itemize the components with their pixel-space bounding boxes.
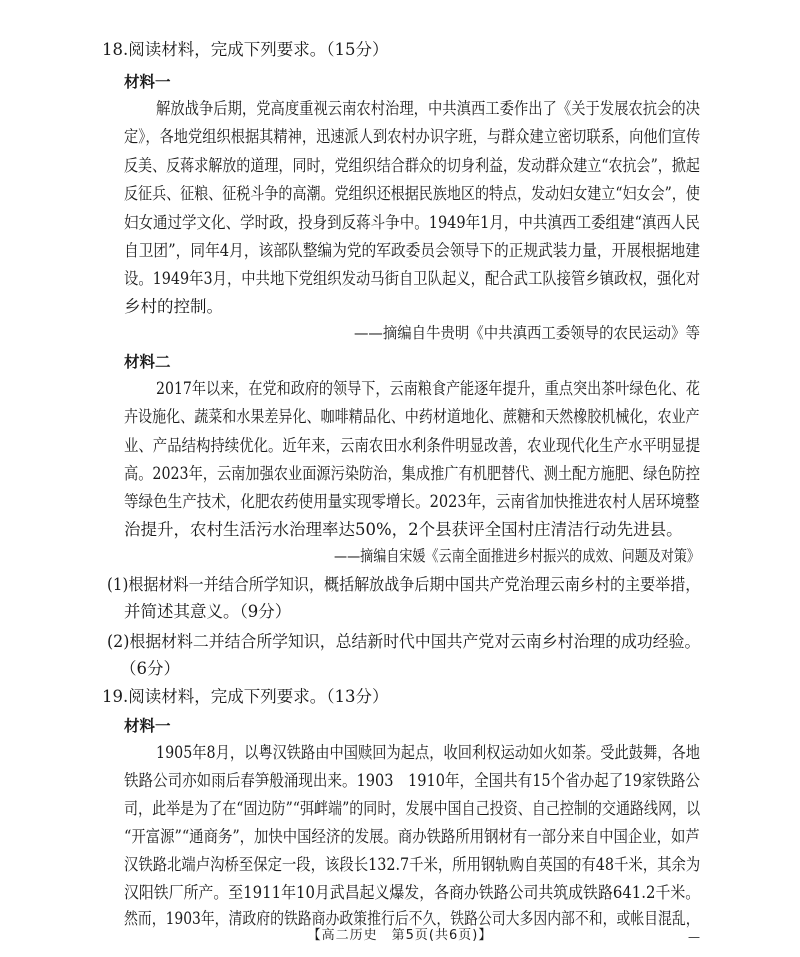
q18-m1-line: 解放战争后期，党高度重视云南农村治理，中共滇西工委作出了《关于发展农抗会的决 — [156, 99, 700, 118]
q18-subquestion-1: (1)根据材料一并结合所学知识，概括解放战争后期中国共产党治理云南乡村的主要举措， — [107, 575, 701, 594]
q18-subquestion-2-cont: （6分） — [120, 659, 180, 678]
q19-m1-line: 汉阳铁厂所产。至1911年10月武昌起义爆发，各商办铁路公司共筑成铁路641.2千米。 — [124, 883, 701, 902]
q19-m1-line: 司，此举是为了在“固边防”“弭衅端”的同时，发展中国自己投资、自己控制的交通路线网，以 — [124, 799, 701, 818]
q18-material1-heading: 材料一 — [124, 73, 171, 91]
q19-m1-line: “开富源”“通商务”，加快中国经济的发展。商办铁路所用钢材有一部分来自中国企业，如芦 — [124, 827, 700, 846]
q18-m2-line: 2017年以来，在党和政府的领导下，云南粮食产能逐年提升，重点突出茶叶绿色化、花 — [156, 379, 700, 398]
q18-m1-line: 定》，各地党组织根据其精神，迅速派人到农村办识字班，与群众建立密切联系，向他们宣传 — [124, 127, 701, 146]
q18-m2-line: 治提升，农村生活污水治理率达50%，2个县获评全国村庄清洁行动先进县。 — [124, 520, 683, 539]
q19-m1-line: 1905年8月，以粤汉铁路由中国赎回为起点，收回利权运动如火如荼。受此鼓舞，各地 — [156, 743, 701, 762]
q18-m1-line: 设。1949年3月，中共地下党组织发动马街自卫队起义，配合武工队接管乡镇政权，强化对 — [124, 269, 701, 288]
page-footer: 【高二历史 第5页(共6页)】 — [307, 928, 493, 943]
q18-subquestion-1-cont: 并简述其意义。（9分） — [124, 602, 292, 621]
q19-material1-heading: 材料一 — [124, 717, 171, 735]
q18-m2-line: 业、产品结构持续优化。近年来，云南农田水利条件明显改善，农业现代化生产水平明显提 — [124, 436, 700, 455]
q18-title: 18.阅读材料，完成下列要求。（15分） — [102, 40, 389, 59]
corner-mark: — — [688, 930, 700, 944]
q18-m1-line: 妇女通过学文化、学时政，投身到反蒋斗争中。1949年1月，中共滇西工委组建“滇西人民 — [124, 213, 700, 232]
q19-m1-line: 铁路公司亦如雨后春笋般涌现出来。1903 1910年，全国共有15个省办起了19家铁路公 — [124, 771, 700, 790]
q19-m1-line: 然而，1903年，清政府的铁路商办政策推行后不久，铁路公司大多因内部不和，或帐目混乱， — [124, 909, 700, 928]
q18-m1-source: ——摘编自牛贵明《中共滇西工委领导的农民运动》等 — [354, 324, 701, 342]
q19-m1-line: 汉铁路北端卢沟桥至保定一段，该段长132.7千米，所用钢轨购自英国的有48千米，其余为 — [124, 855, 701, 874]
q18-material2-heading: 材料二 — [124, 353, 171, 371]
q18-m2-line: 等绿色生产技术，化肥农药使用量实现零增长。2023年，云南省加快推进农村人居环境整 — [124, 492, 700, 511]
q19-title: 19.阅读材料，完成下列要求。（13分） — [102, 687, 389, 706]
q18-m1-line: 自卫团”，同年4月，该部队整编为党的军政委员会领导下的正规武装力量，开展根据地建 — [124, 241, 700, 260]
q18-m2-source: ——摘编自宋媛《云南全面推进乡村振兴的成效、问题及对策》 — [334, 547, 701, 565]
q18-m2-line: 卉设施化、蔬菜和水果差异化、咖啡精品化、中药材道地化、蔗糖和天然橡胶机械化，农业产 — [124, 407, 700, 426]
q18-m2-line: 高。2023年，云南加强农业面源污染防治，集成推广有机肥替代、测土配方施肥、绿色防控 — [124, 464, 701, 483]
q18-subquestion-2: (2)根据材料二并结合所学知识，总结新时代中国共产党对云南乡村治理的成功经验。 — [107, 632, 701, 651]
q18-m1-line: 反美、反蒋求解放的道理，同时，党组织结合群众的切身利益，发动群众建立“农抗会”，掀起 — [124, 156, 700, 175]
q18-m1-line: 乡村的控制。 — [124, 297, 223, 316]
q18-m1-line: 反征兵、征粮、征税斗争的高潮。党组织还根据民族地区的特点，发动妇女建立“妇女会”，使 — [124, 184, 700, 203]
